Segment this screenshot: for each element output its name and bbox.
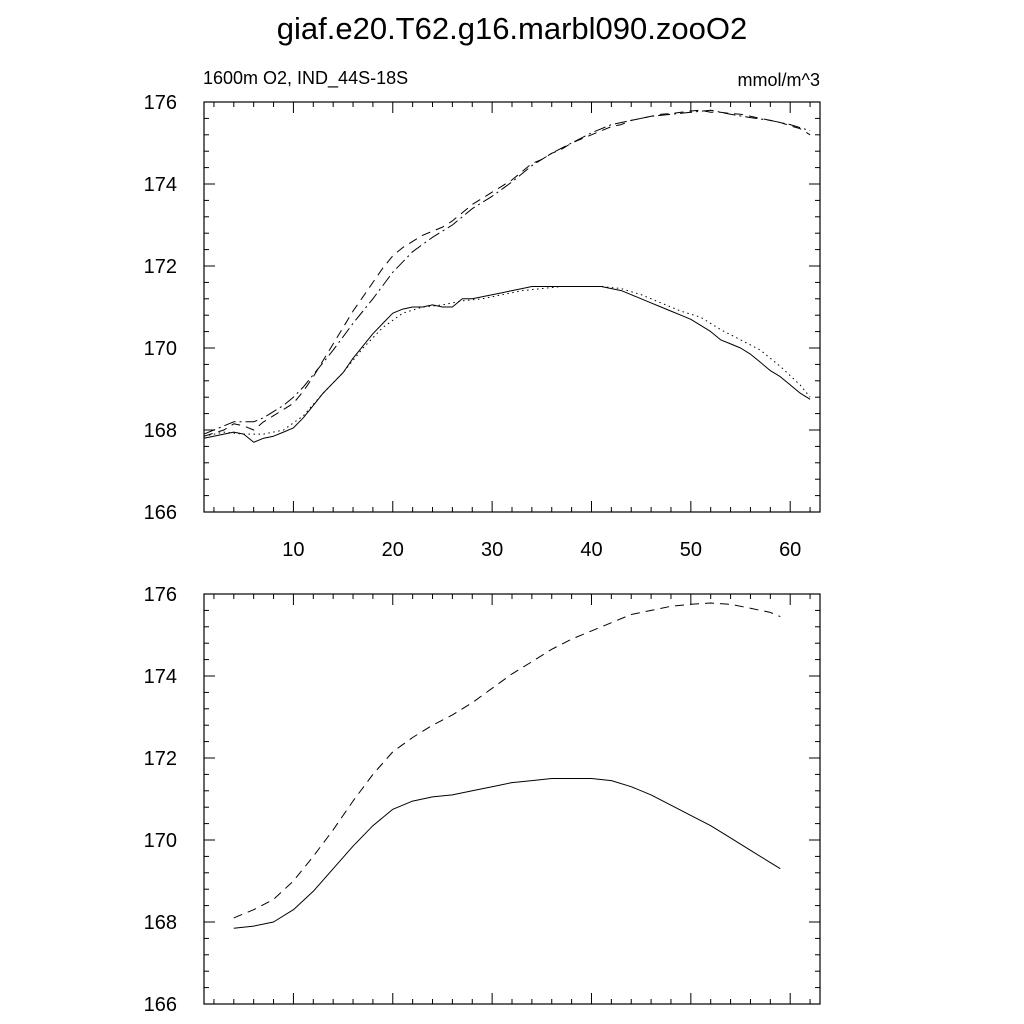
plot-frame xyxy=(204,594,820,1004)
x-tick-label: 40 xyxy=(580,539,603,561)
y-tick-label: 172 xyxy=(143,748,177,770)
y-tick-label: 176 xyxy=(143,584,177,606)
series-line-dashdot xyxy=(204,110,810,434)
plot-frame xyxy=(204,102,820,512)
series-line-dashed xyxy=(204,110,810,436)
y-tick-label: 172 xyxy=(143,256,177,278)
y-tick-label: 170 xyxy=(143,830,177,852)
y-tick-label: 166 xyxy=(143,502,177,524)
series-line-solid xyxy=(204,287,810,443)
y-tick-label: 168 xyxy=(143,912,177,934)
chart-title: giaf.e20.T62.g16.marbl090.zooO2 xyxy=(276,11,748,46)
y-tick-label: 174 xyxy=(143,174,177,196)
y-tick-label: 166 xyxy=(143,994,177,1016)
x-tick-label: 60 xyxy=(779,539,802,561)
series-line-dashed xyxy=(234,603,781,918)
series-line-dotted xyxy=(204,287,810,437)
x-tick-label: 10 xyxy=(282,539,305,561)
bottom-panel xyxy=(144,584,820,1016)
top-panel xyxy=(144,92,820,561)
panel-units-label: mmol/m^3 xyxy=(737,70,820,90)
y-tick-label: 174 xyxy=(143,666,177,688)
panel-left-label: 1600m O2, IND_44S-18S xyxy=(203,68,409,88)
y-tick-label: 170 xyxy=(143,338,177,360)
y-tick-label: 176 xyxy=(143,92,177,114)
x-tick-label: 30 xyxy=(481,539,504,561)
y-tick-label: 168 xyxy=(143,420,177,442)
x-tick-label: 50 xyxy=(679,539,702,561)
x-tick-label: 20 xyxy=(381,539,404,561)
